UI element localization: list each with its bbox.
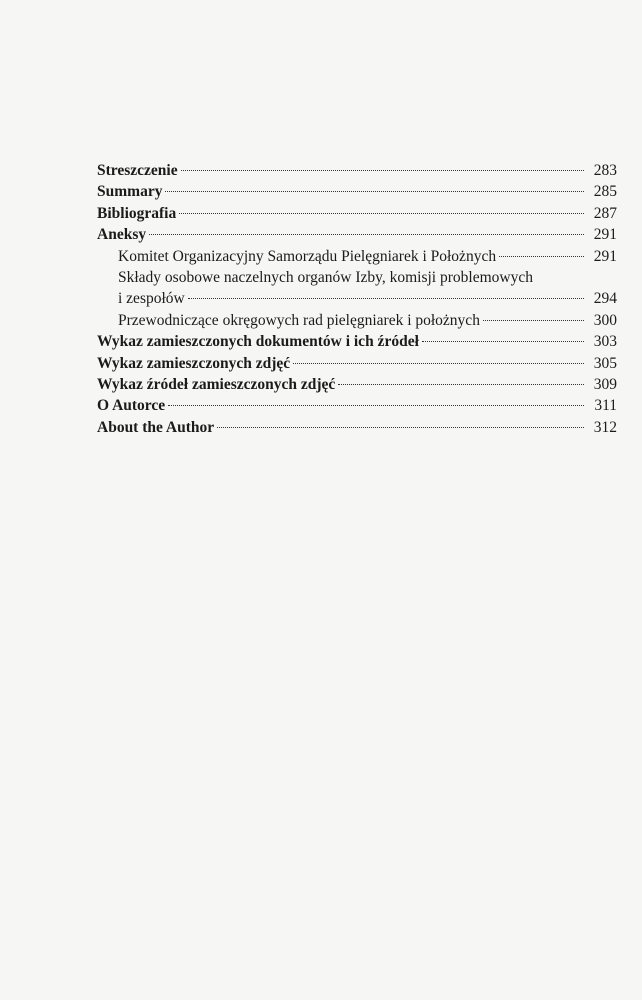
toc-page-number: 291 [593, 247, 617, 265]
dot-leader [149, 234, 584, 235]
table-of-contents [97, 160, 617, 438]
dot-leader [483, 320, 584, 321]
toc-entry-o-autorce [97, 395, 617, 416]
toc-entry-label: Wykaz zamieszczonych zdjęć [97, 354, 291, 372]
toc-page-number: 287 [593, 204, 617, 222]
toc-entry-komitet-organizacyjny [97, 246, 617, 267]
dot-leader [165, 191, 584, 192]
toc-entry-label: About the Author [97, 418, 215, 436]
toc-entry-bibliografia [97, 203, 617, 224]
toc-page-number: 283 [593, 162, 617, 179]
toc-entry-aneksy [97, 224, 617, 245]
toc-page-number: 311 [594, 397, 617, 415]
toc-entry-streszczenie [97, 160, 617, 181]
toc-entry-label: Summary [97, 183, 163, 201]
toc-entry-label: O Autorce [97, 397, 166, 415]
toc-entry-label: Wykaz zamieszczonych dokumentów i ich źródeł [97, 333, 419, 351]
toc-entry-sklady-osobowe [97, 267, 617, 288]
toc-entry-label: i zespołów [118, 290, 185, 308]
toc-entry-wykaz-zdjec [97, 353, 617, 374]
dot-leader [217, 427, 584, 428]
toc-entry-summary [97, 181, 617, 202]
toc-entry-wykaz-dokumentow [97, 331, 617, 352]
toc-entry-wykaz-zrodel-zdjec [97, 374, 617, 395]
dot-leader [168, 405, 584, 406]
toc-page-number: 300 [593, 311, 617, 329]
toc-entry-przewodniczace [97, 310, 617, 331]
toc-page-number: 305 [593, 354, 617, 372]
toc-entry-label: Komitet Organizacyjny Samorządu Pielęgniarek i Położnych [118, 247, 497, 265]
toc-entry-label: Bibliografia [97, 204, 177, 222]
toc-page-number: 291 [593, 226, 617, 244]
toc-page-number: 309 [593, 375, 617, 393]
toc-entry-label: Przewodniczące okręgowych rad pielęgniarek i położnych [118, 311, 480, 329]
toc-page-number: 303 [593, 333, 617, 351]
toc-entry-label: Aneksy [97, 226, 147, 244]
toc-entry-label: Streszczenie [97, 162, 178, 179]
toc-entry-label: Wykaz źródeł zamieszczonych zdjęć [97, 375, 336, 393]
toc-entry-about-the-author [97, 417, 617, 438]
dot-leader [422, 341, 584, 342]
dot-leader [293, 363, 584, 364]
dot-leader [188, 298, 584, 299]
dot-leader [179, 213, 584, 214]
toc-page-number: 312 [593, 418, 617, 436]
toc-entry-sklady-osobowe-continued [97, 288, 617, 309]
toc-page-number: 285 [593, 183, 617, 201]
toc-page-number: 294 [593, 290, 617, 308]
dot-leader [338, 384, 584, 385]
dot-leader [181, 170, 584, 171]
toc-entry-label: Składy osobowe naczelnych organów Izby, komisji problemowych [118, 268, 533, 286]
dot-leader [499, 256, 584, 257]
